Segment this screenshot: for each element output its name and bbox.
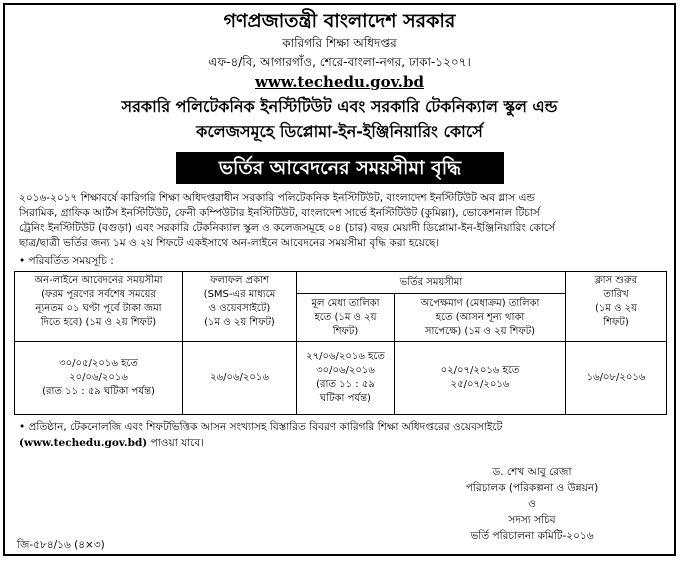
signatory-committee: ভর্তি পরিচালনা কমিটি-২০১৬ <box>470 530 594 542</box>
footer-line2 <box>19 435 664 451</box>
footer-line1: • প্রতিষ্ঠান, টেকনোলজি এবং শিফটভিত্তিক আসন সংখ্যাসহ বিস্তারিত বিবরণ কারিগরি শিক্ষা অধিদপ্তরের ওয়েবসাইটে <box>19 421 503 433</box>
government-title: গণপ্রজাতন্ত্রী বাংলাদেশ সরকার <box>223 10 456 32</box>
footer-note <box>19 419 664 451</box>
intro-line: সিরামিক, গ্রাফিক আর্টস ইনস্টিটিউট, ফেনী কম্পিউটার ইনস্টিটিউট, বাংলাদেশ সার্ভে ইনস্টিটিউট (কুমিল্লা), ভোকেশনাল টিচার্স <box>19 207 540 219</box>
intro-line: ট্রেনিং ইনস্টিটিউট (বগুড়া) এবং সরকারি টেকনিক্যাল স্কুল ও কলেজসমূহে ০৪ (চার) বছর মেয়াদী ডিপ্লোমা-ইন-ইঞ্জিনিয়ারিং কোর্সে <box>19 222 556 234</box>
cell-waiting-list-period: ০২/০৭/২০১৬ হতে ২৫/০৭/২০১৬ <box>395 342 566 415</box>
cell-merit-list-period: ২৭/০৬/২০১৬ হতে ৩০/০৬/২০১৬ (রাত ১১ : ৫৯ ঘটিকা পর্যন্ত) <box>297 342 395 415</box>
header-waiting-list: অপেক্ষমাণ (মেধাক্রম) তালিকা হতে (আসন শূন্য থাকা সাপেক্ষে) (১ম ও ২য় শিফট) <box>395 294 566 342</box>
deadline-extension-banner: ভর্তির আবেদনের সময়সীমা বৃদ্ধি <box>176 152 504 184</box>
cell-application-period: ৩০/০৫/২০১৬ হতে ২০/০৬/২০১৬ (রাত ১১ : ৫৯ ঘটিকা পর্যন্ত) <box>15 342 183 415</box>
notice-title-line2: কলেজসমূহে ডিপ্লোমা-ইন-ইঞ্জিনিয়ারিং কোর্সে <box>196 122 483 141</box>
directorate-name: কারিগরি শিক্ষা অধিদপ্তর <box>282 36 397 50</box>
signatory-conjunction: ও <box>528 498 536 510</box>
admission-notice <box>3 3 676 556</box>
signatory-role: সদস্য সচিব <box>508 514 556 526</box>
cell-result-date: ২৬/০৬/২০১৬ <box>183 342 297 415</box>
memo-number: জি-৫৮৪/১৬ (৪×৩) <box>17 539 105 551</box>
header-merit-list: মূল মেধা তালিকা হতে (১ম ও ২য় শিফট) <box>297 294 395 342</box>
header-online-application: অন-লাইনে আবেদনের সময়সীমা (ফরম পূরণের সর্বশেষ সময়ের ন্যূনতম ০১ ঘণ্টা পূর্বে টাকা জমা দিতে হবে) (১ম ও ২য় শিফট) <box>15 272 183 342</box>
header-admission-period: ভর্তির সময়সীমা <box>297 272 566 294</box>
header-result-publication: ফলাফল প্রকাশ (SMS-এর মাধ্যমে ও ওয়েবসাইটে) (১ম ও ২য় শিফট) <box>183 272 297 342</box>
signatory-name: ড. শেখ আবু রেজা <box>492 466 572 478</box>
schedule-label: • পরিবর্তিত সময়সূচি : <box>19 255 114 267</box>
header-class-start: ক্লাস শুরুর তারিখ (১ম ও ২য় শিফট) <box>566 272 667 342</box>
website-link[interactable]: www.techedu.gov.bd <box>254 73 425 91</box>
signature-block <box>412 464 652 544</box>
footer-line2-text: পাওয়া যাবে। <box>147 437 204 449</box>
intro-paragraph <box>19 191 664 251</box>
cell-class-start-date: ১৬/০৮/২০১৬ <box>566 342 667 415</box>
schedule-table <box>14 271 667 415</box>
footer-website-link[interactable]: (www.techedu.gov.bd) <box>19 437 148 449</box>
notice-title-line1: সরকারি পলিটেকনিক ইনস্টিটিউট এবং সরকারি টেকনিক্যাল স্কুল এন্ড <box>121 97 558 116</box>
intro-line: ছাত্র/ছাত্রী ভর্তির জন্য ১ম ও ২য় শিফটে একইসাথে অন-লাইনে আবেদনের সময়সীমা বৃদ্ধি করা হয়েছে। <box>19 237 440 249</box>
signatory-designation: পরিচালক (পরিকল্পনা ও উন্নয়ন) <box>465 482 599 494</box>
intro-line: ২০১৬-২০১৭ শিক্ষাবর্ষে কারিগরি শিক্ষা অধিদপ্তরাধীন সরকারি পলিটেকনিক ইনস্টিটিউট, বাংলাদেশ ইনস্টিটিউট অব গ্লাস এন্ড <box>19 192 535 204</box>
office-address: এফ-৪/বি, আগারগাঁও, শেরে-বাংলা-নগর, ঢাকা-১২০৭। <box>208 55 471 69</box>
